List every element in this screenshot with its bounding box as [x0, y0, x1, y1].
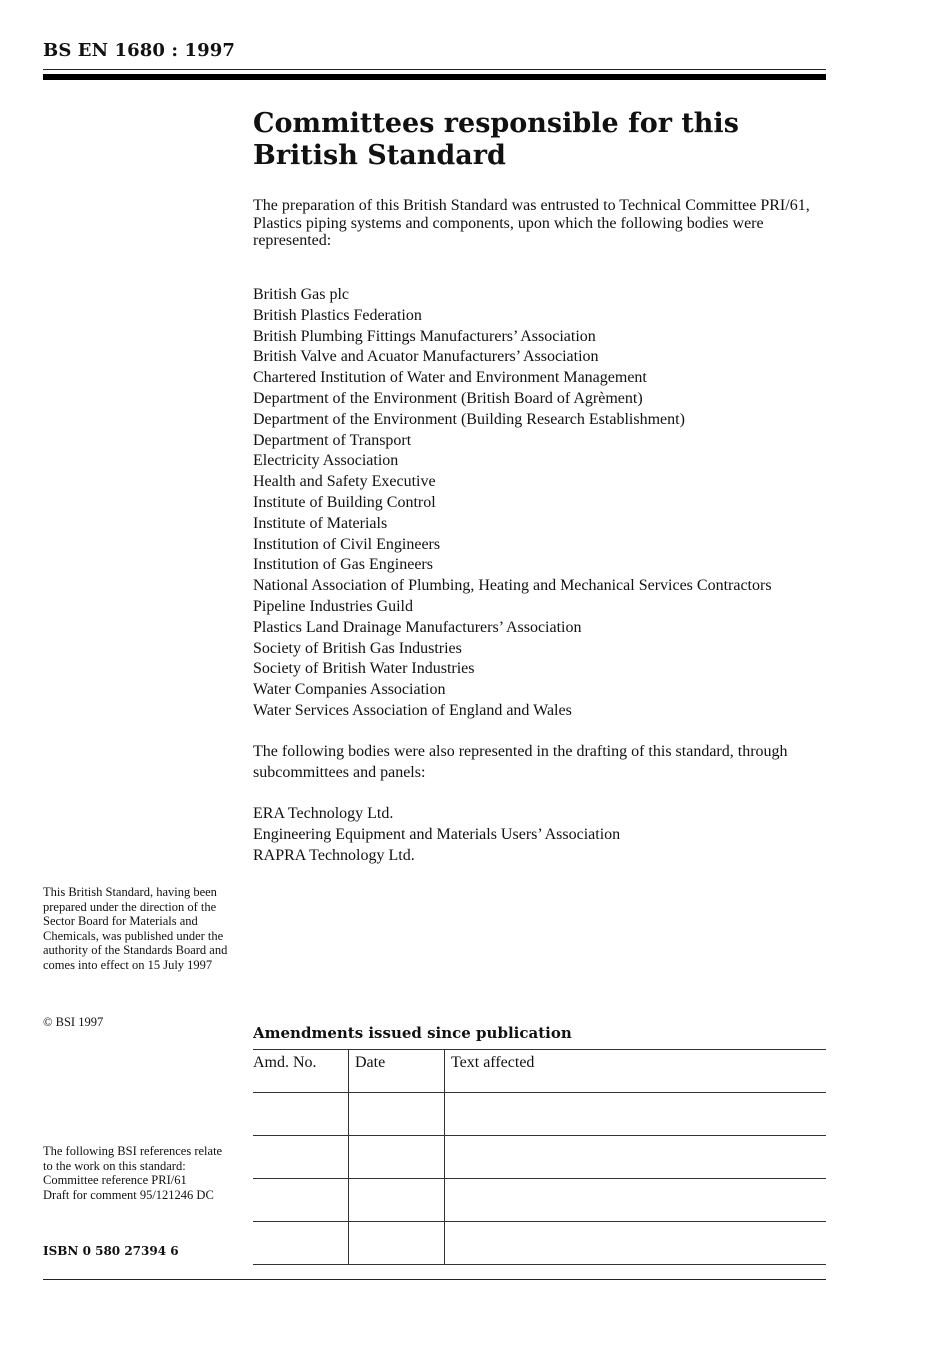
list-item: British Valve and Acuator Manufacturers’ Association	[253, 348, 599, 366]
table-cell	[445, 1093, 827, 1136]
table-cell	[445, 1222, 827, 1265]
table-cell	[445, 1179, 827, 1222]
list-item: Institute of Materials	[253, 514, 388, 532]
publication-note: This British Standard, having been prepared under the direction of the Sector Board for Materials and Chemicals, was published under the authority of the Standards Board and comes into effect on 15 July 1997	[43, 885, 228, 972]
amendments-table	[253, 1049, 826, 1265]
table-cell	[349, 1136, 445, 1179]
also-represented-paragraph: The following bodies were also represented in the drafting of this standard, through subcommittees and panels:	[253, 743, 788, 781]
list-item: National Association of Plumbing, Heating and Mechanical Services Contractors	[253, 577, 772, 595]
list-item: Department of the Environment (British Board of Agrèment)	[253, 389, 643, 407]
header-rule-thick	[43, 74, 826, 80]
list-item: British Plumbing Fittings Manufacturers’ Association	[253, 327, 596, 345]
list-item: British Plastics Federation	[253, 306, 422, 324]
list-item: Health and Safety Executive	[253, 473, 436, 491]
table-row	[253, 1179, 826, 1222]
isbn: ISBN 0 580 27394 6	[43, 1244, 179, 1258]
list-item: Institution of Gas Engineers	[253, 556, 433, 574]
page-title-line-1: Committees responsible for this	[253, 108, 739, 139]
table-cell	[253, 1179, 349, 1222]
table-cell	[349, 1179, 445, 1222]
committee-reference: Committee reference PRI/61	[43, 1173, 187, 1187]
table-cell	[445, 1136, 827, 1179]
table-header-row	[253, 1050, 826, 1093]
references-intro: The following BSI references relate to the work on this standard:	[43, 1144, 223, 1173]
column-header-text-affected: Text affected	[445, 1050, 827, 1093]
represented-bodies-list	[253, 285, 772, 722]
list-item: Engineering Equipment and Materials Users’ Association	[253, 825, 621, 843]
list-item: ERA Technology Ltd.	[253, 805, 394, 822]
also-represented-list	[253, 804, 620, 866]
document-code: BS EN 1680 : 1997	[43, 40, 235, 61]
list-item: Pipeline Industries Guild	[253, 597, 413, 615]
amendments-title: Amendments issued since publication	[253, 1024, 572, 1042]
bsi-references	[43, 1144, 233, 1202]
page-title-line-2: British Standard	[253, 140, 506, 171]
list-item: Society of British Gas Industries	[253, 639, 462, 657]
footer-rule	[43, 1279, 826, 1280]
table-cell	[253, 1222, 349, 1265]
list-item: Society of British Water Industries	[253, 660, 475, 678]
draft-reference: Draft for comment 95/121246 DC	[43, 1187, 214, 1202]
table-cell	[253, 1093, 349, 1136]
list-item: British Gas plc	[253, 286, 349, 303]
list-item: Institution of Civil Engineers	[253, 535, 441, 553]
list-item: Department of Transport	[253, 431, 412, 449]
list-item: Institute of Building Control	[253, 493, 436, 511]
page-title	[253, 108, 833, 172]
list-item: RAPRA Technology Ltd.	[253, 846, 415, 864]
list-item: Plastics Land Drainage Manufacturers’ Association	[253, 618, 582, 636]
list-item: Water Companies Association	[253, 681, 446, 699]
copyright-note: © BSI 1997	[43, 1015, 104, 1029]
header-rule-thin	[43, 69, 826, 70]
column-header-date: Date	[349, 1050, 445, 1093]
list-item: Chartered Institution of Water and Environment Management	[253, 369, 647, 387]
intro-paragraph: The preparation of this British Standard was entrusted to Technical Committee PRI/61, Plastics piping systems and components, upon which the following bodies were represented:	[253, 197, 810, 249]
list-item: Department of the Environment (Building Research Establishment)	[253, 410, 685, 428]
list-item: Water Services Association of England and Wales	[253, 701, 572, 719]
column-header-amd-no: Amd. No.	[253, 1050, 349, 1093]
list-item: Electricity Association	[253, 452, 399, 470]
table-cell	[349, 1093, 445, 1136]
table-row	[253, 1222, 826, 1265]
table-row	[253, 1093, 826, 1136]
table-cell	[349, 1222, 445, 1265]
table-row	[253, 1136, 826, 1179]
table-cell	[253, 1136, 349, 1179]
